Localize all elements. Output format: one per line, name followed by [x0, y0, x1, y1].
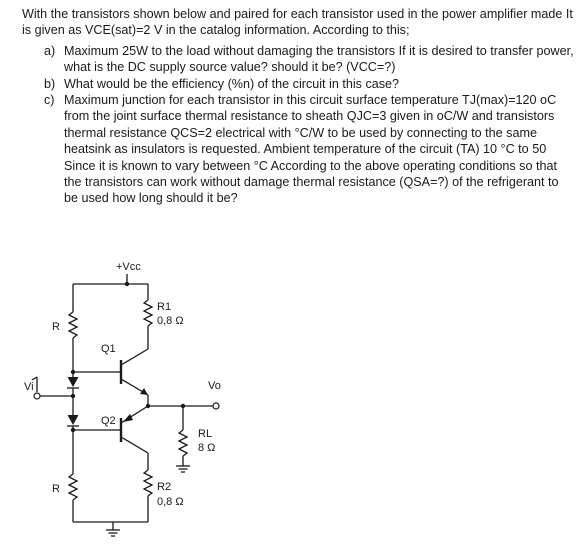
r2-value: 0,8 Ω — [157, 496, 184, 508]
rl-label: RL — [198, 428, 213, 440]
diode-d2 — [67, 410, 79, 430]
q1-label: Q1 — [101, 343, 116, 355]
vi-label: Vi — [24, 381, 34, 393]
question-c-marker: c) — [44, 93, 55, 108]
question-c — [22, 92, 574, 207]
transistor-q1 — [112, 349, 148, 395]
vo-label: Vo — [208, 380, 221, 392]
q2-label: Q2 — [101, 415, 116, 427]
resistor-rl — [179, 406, 187, 466]
r-top-label: R — [52, 321, 60, 333]
problem-intro: With the transistors shown below and paired for each transistor used in the power amplifier made It is given as VCE(sat)=2 V in the catalog information. According to this; — [22, 7, 573, 38]
resistor-r1 — [144, 300, 152, 326]
diode-d1 — [67, 372, 79, 410]
question-list — [22, 43, 574, 207]
question-c-text: Maximum junction for each transistor in this circuit surface temperature TJ(max)=120 oC from the joint surface thermal resistance to sheath QJC=3 given in oC/W and transistors thermal resistance QCS=2 electrical with °C/W to be used by connecting to the same heatsink as insulators is requested. Ambient temperature of the circuit (TA) 10 °C to 50 Since it is known to vary between °C According to the above operating conditions so that the transistors can work without damage thermal resistance (QSA=?) of the refrigerant to be used how long should it be? — [64, 93, 559, 206]
question-a-text: Maximum 25W to the load without damaging the transistors If it is desired to transfer power, what is the DC supply source value? should it be? (VCC=?) — [64, 43, 574, 75]
rl-value: 8 Ω — [198, 442, 216, 454]
question-b-text: What would be the efficiency (%n) of the circuit in this case? — [64, 76, 400, 91]
question-a-marker: a) — [44, 43, 56, 58]
r1-label: R1 — [157, 301, 172, 313]
transistor-q2 — [112, 406, 148, 453]
ground-symbol-bottom — [106, 522, 120, 536]
resistor-r-bottom — [69, 430, 148, 522]
r2-label: R2 — [157, 481, 172, 493]
vcc-label: +Vcc — [116, 261, 141, 273]
vi-terminal — [34, 393, 40, 399]
vo-terminal — [213, 403, 219, 409]
amplifier-circuit-diagram — [0, 252, 583, 546]
problem-statement — [22, 6, 574, 207]
question-b-marker: b) — [44, 76, 56, 91]
question-a — [22, 43, 574, 76]
resistor-r-top — [69, 284, 77, 372]
r-bottom-label: R — [52, 483, 60, 495]
question-b — [22, 76, 574, 92]
r1-value: 0,8 Ω — [157, 315, 184, 327]
ground-symbol-load — [176, 466, 190, 472]
resistor-r2 — [144, 470, 152, 496]
vcc-rail — [73, 274, 148, 286]
